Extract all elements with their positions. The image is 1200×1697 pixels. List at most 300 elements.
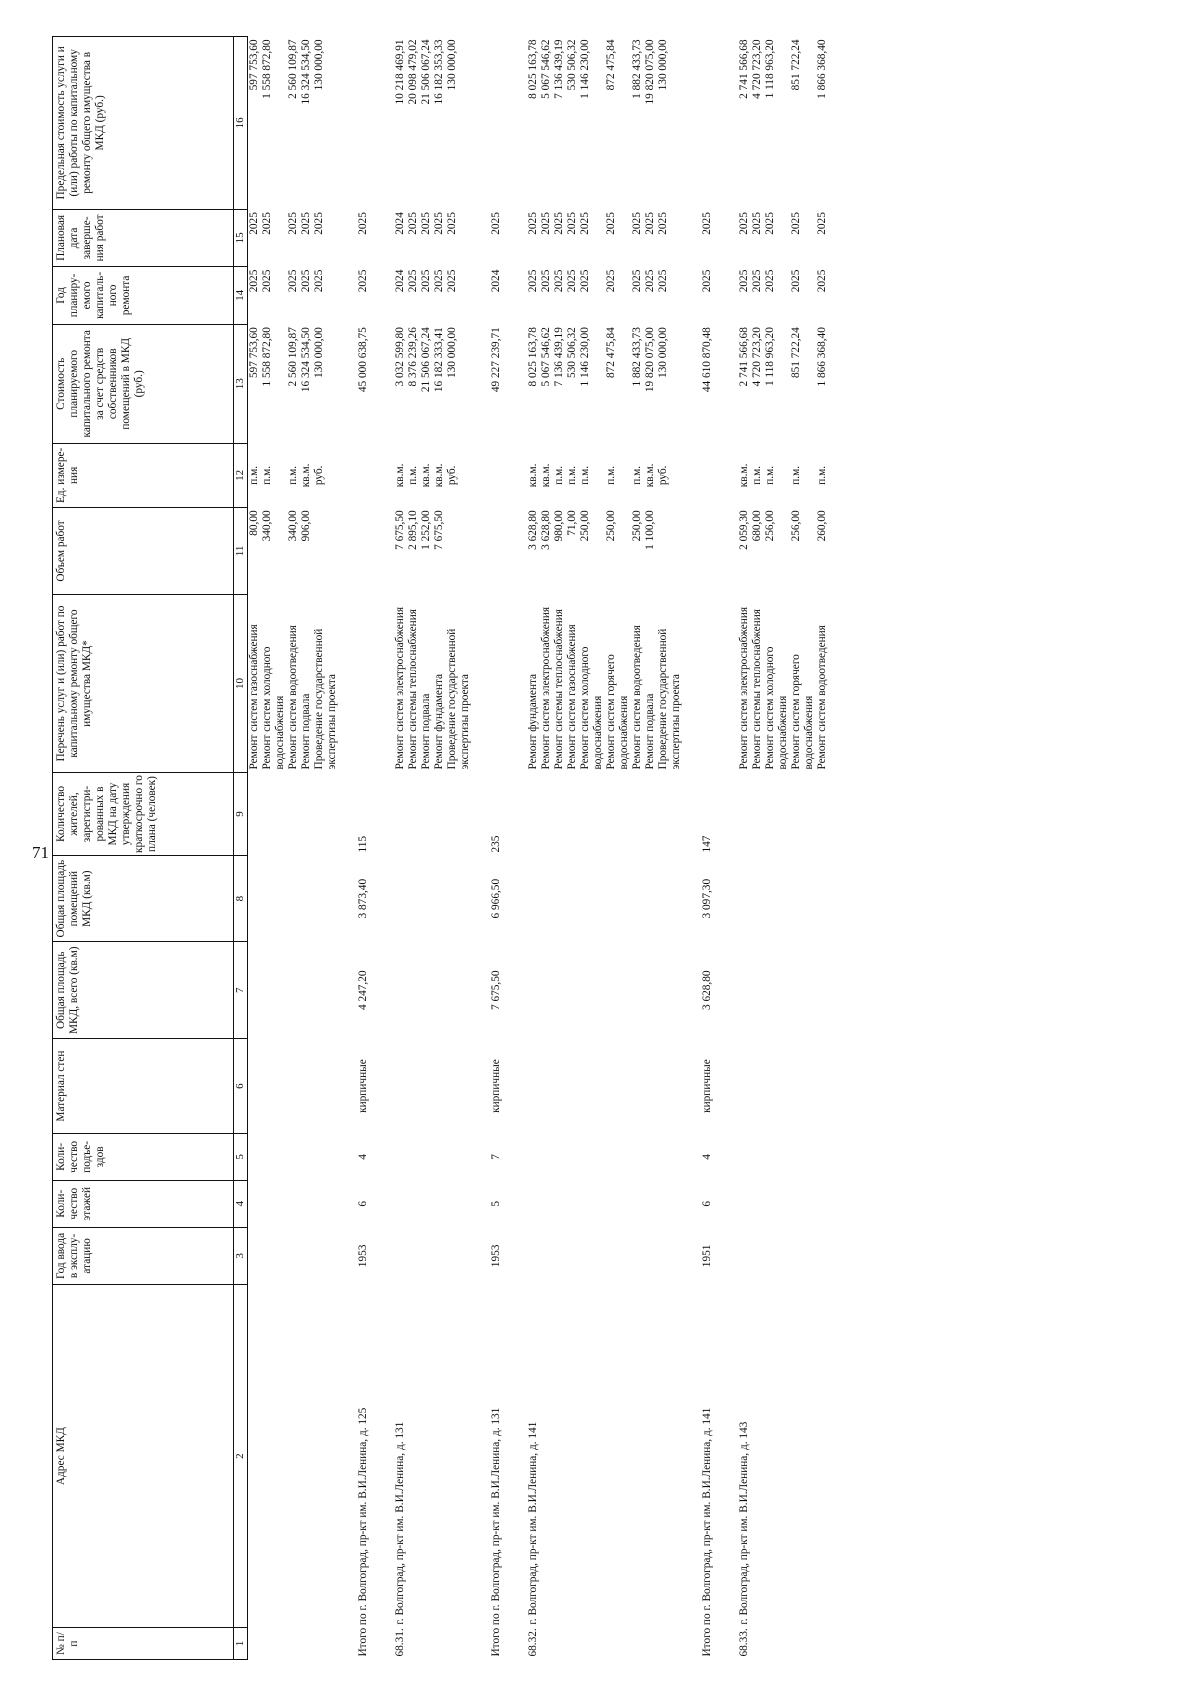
work-limit: 2 741 566,68	[738, 39, 750, 99]
empty-cell	[248, 856, 262, 942]
work-end: 2025	[764, 212, 776, 235]
work-end: 2025	[631, 212, 643, 235]
work-name: Ремонт систем электроснабжения	[540, 606, 552, 770]
empty-cell	[420, 856, 433, 942]
header-row	[53, 37, 234, 1660]
work-unit: руб.	[313, 465, 325, 486]
work-end: 2024	[394, 212, 406, 235]
empty-cell	[287, 1285, 300, 1628]
work-row	[579, 37, 605, 1660]
empty-cell	[540, 856, 553, 942]
empty-cell	[764, 772, 790, 855]
work-limit: 1 866 368,40	[816, 39, 828, 99]
work-year: 2024	[394, 269, 406, 293]
work-cost: 1 558 872,80	[261, 327, 273, 387]
work-cost: 130 000,00	[313, 327, 325, 378]
work-unit: кв.м.	[394, 463, 406, 488]
empty-cell	[521, 1133, 540, 1180]
work-limit: 19 820 075,00	[644, 39, 656, 105]
work-name: Ремонт системы теплоснабжения	[407, 609, 419, 770]
empty-cell	[261, 856, 287, 942]
work-unit: руб.	[657, 465, 669, 486]
total-entrances: 7	[490, 1154, 502, 1160]
work-limit: 597 753,60	[248, 39, 260, 91]
work-end: 2025	[605, 212, 617, 235]
empty-cell	[433, 856, 446, 942]
work-end: 2025	[553, 212, 565, 235]
total-area: 7 675,50	[490, 970, 502, 1011]
column-header: Общая площадь помещений МКД (кв.м)	[53, 856, 234, 942]
work-unit: кв.м.	[738, 463, 750, 488]
column-number: 5	[234, 1133, 248, 1180]
empty-cell	[521, 1180, 540, 1227]
work-unit: п.м.	[751, 465, 763, 485]
empty-cell	[657, 772, 683, 855]
empty-cell	[644, 856, 657, 942]
empty-cell	[644, 1039, 657, 1134]
empty-cell	[566, 1285, 579, 1628]
work-end: 2025	[287, 212, 299, 235]
empty-cell	[764, 942, 790, 1039]
work-cost: 1 118 963,20	[764, 327, 776, 387]
empty-cell	[553, 1285, 566, 1628]
empty-cell	[420, 1180, 433, 1227]
empty-cell	[313, 942, 339, 1039]
empty-cell	[631, 1628, 644, 1660]
work-limit: 10 218 469,91	[394, 39, 406, 105]
column-number: 8	[234, 856, 248, 942]
empty-cell	[287, 1133, 300, 1180]
empty-cell	[644, 1180, 657, 1227]
empty-cell	[433, 1180, 446, 1227]
work-unit: п.м.	[631, 465, 643, 485]
empty-cell	[300, 856, 313, 942]
empty-cell	[248, 1285, 262, 1628]
empty-cell	[287, 856, 300, 942]
work-year: 2025	[566, 269, 578, 293]
empty-cell	[790, 856, 816, 942]
column-header: Количество жителей, зарегистри-рованных в МКД на дату утверждения краткосрочно го плана (человек)	[53, 772, 234, 855]
empty-cell	[816, 1133, 829, 1180]
work-name: Ремонт систем водоотведения	[631, 625, 643, 770]
empty-cell	[339, 443, 388, 507]
work-unit: п.м.	[553, 465, 565, 485]
work-row	[261, 37, 287, 1660]
column-number: 11	[234, 507, 248, 594]
total-area: 4 247,20	[357, 970, 369, 1011]
empty-cell	[605, 1628, 631, 1660]
work-year: 2025	[261, 269, 273, 293]
work-cost: 5 067 546,62	[540, 327, 552, 387]
total-area: 3 628,80	[701, 970, 713, 1011]
total-area-rooms: 3 873,40	[357, 878, 369, 919]
empty-cell	[644, 1285, 657, 1628]
column-header: Год планиру-емого капиталь-ного ремонта	[53, 267, 234, 325]
work-year: 2025	[407, 269, 419, 293]
empty-cell	[261, 1227, 287, 1285]
empty-cell	[433, 942, 446, 1039]
work-volume: 256,00	[764, 510, 776, 542]
empty-cell	[248, 772, 262, 855]
empty-cell	[566, 1628, 579, 1660]
work-row	[790, 37, 816, 1660]
work-row	[287, 37, 300, 1660]
column-header: Перечень услуг и (или) работ по капитальному ремонту общего имущества МКД*	[53, 595, 234, 773]
column-header: № п/п	[53, 1628, 234, 1660]
work-year: 2025	[738, 269, 750, 293]
work-limit: 530 506,32	[566, 39, 578, 91]
empty-cell	[420, 1133, 433, 1180]
empty-cell	[521, 942, 540, 1039]
empty-cell	[521, 856, 540, 942]
work-name: Ремонт подвала	[300, 693, 312, 770]
work-limit: 130 000,00	[446, 39, 458, 91]
work-row	[407, 37, 420, 1660]
work-volume: 1 100,00	[644, 510, 656, 550]
column-header: Материал стен	[53, 1039, 234, 1134]
work-limit: 16 324 534,50	[300, 39, 312, 105]
empty-cell	[553, 772, 566, 855]
work-unit: кв.м.	[540, 463, 552, 488]
empty-cell	[657, 1180, 683, 1227]
total-floors: 5	[490, 1200, 502, 1207]
total-residents: 235	[490, 835, 502, 853]
total-end: 2025	[357, 212, 369, 235]
empty-cell	[657, 942, 683, 1039]
empty-cell	[261, 942, 287, 1039]
empty-cell	[631, 1039, 644, 1134]
empty-cell	[313, 1227, 339, 1285]
empty-cell	[300, 1039, 313, 1134]
total-year-built: 1953	[357, 1244, 369, 1268]
work-end: 2025	[790, 212, 802, 235]
empty-cell	[816, 1285, 829, 1628]
work-cost: 2 741 566,68	[738, 327, 750, 387]
empty-cell	[388, 1039, 407, 1134]
work-volume: 260,00	[816, 510, 828, 542]
empty-cell	[313, 1039, 339, 1134]
work-name: Ремонт систем электроснабжения	[738, 606, 750, 770]
total-area-rooms: 3 097,30	[701, 878, 713, 919]
work-unit: п.м.	[790, 465, 802, 485]
empty-cell	[751, 1227, 764, 1285]
work-cost: 19 820 075,00	[644, 327, 656, 393]
work-volume: 3 628,80	[527, 510, 539, 550]
work-row	[388, 37, 407, 1660]
work-cost: 851 722,24	[790, 327, 802, 378]
work-volume: 256,00	[790, 510, 802, 542]
work-volume: 680,00	[751, 510, 763, 542]
column-number: 16	[234, 37, 248, 210]
empty-cell	[732, 1133, 751, 1180]
empty-cell	[388, 942, 407, 1039]
empty-cell	[540, 772, 553, 855]
empty-cell	[764, 1039, 790, 1134]
work-name: Ремонт подвала	[644, 693, 656, 770]
work-volume: 980,00	[553, 510, 565, 542]
empty-cell	[433, 1628, 446, 1660]
total-label: Итого по г. Волгоград, пр-кт им. В.И.Ленина, д. 141	[701, 1407, 713, 1657]
work-volume: 7 675,50	[394, 510, 406, 550]
work-row	[433, 37, 446, 1660]
empty-cell	[579, 1628, 605, 1660]
empty-cell	[732, 772, 751, 855]
empty-cell	[300, 1227, 313, 1285]
work-row	[553, 37, 566, 1660]
empty-cell	[446, 772, 472, 855]
empty-cell	[605, 1039, 631, 1134]
empty-cell	[420, 1227, 433, 1285]
column-number: 3	[234, 1227, 248, 1285]
empty-cell	[540, 1227, 553, 1285]
empty-cell	[339, 595, 388, 773]
work-unit: руб.	[446, 465, 458, 486]
empty-cell	[683, 443, 732, 507]
work-unit: п.м.	[287, 465, 299, 485]
work-year: 2025	[790, 269, 802, 293]
empty-cell	[790, 1039, 816, 1134]
work-unit: п.м.	[764, 465, 776, 485]
work-volume: 3 628,80	[540, 510, 552, 550]
empty-cell	[631, 1227, 644, 1285]
work-limit: 2 560 109,87	[287, 39, 299, 99]
empty-cell	[261, 772, 287, 855]
work-limit: 1 118 963,20	[764, 39, 776, 99]
empty-cell	[553, 1227, 566, 1285]
work-unit: п.м.	[261, 465, 273, 485]
empty-cell	[605, 1180, 631, 1227]
empty-cell	[300, 1180, 313, 1227]
empty-cell	[540, 1133, 553, 1180]
work-unit: п.м.	[407, 465, 419, 485]
empty-cell	[732, 1039, 751, 1134]
empty-cell	[732, 1227, 751, 1285]
empty-cell	[261, 1180, 287, 1227]
work-volume: 250,00	[605, 510, 617, 542]
work-year: 2025	[816, 269, 828, 293]
work-end: 2025	[566, 212, 578, 235]
work-row	[566, 37, 579, 1660]
work-row	[631, 37, 644, 1660]
work-name: Ремонт системы теплоснабжения	[553, 609, 565, 770]
work-name: Ремонт систем холодного водоснабжения	[764, 646, 789, 770]
empty-cell	[313, 1285, 339, 1628]
work-unit: п.м.	[566, 465, 578, 485]
empty-cell	[732, 1180, 751, 1227]
work-limit: 1 882 433,73	[631, 39, 643, 99]
empty-cell	[644, 772, 657, 855]
work-end: 2025	[540, 212, 552, 235]
row-number: 68.32.	[527, 1628, 539, 1657]
work-limit: 8 025 163,78	[527, 39, 539, 99]
empty-cell	[300, 772, 313, 855]
empty-cell	[446, 856, 472, 942]
work-end: 2025	[420, 212, 432, 235]
total-material: кирпичные	[701, 1059, 713, 1113]
empty-cell	[313, 856, 339, 942]
work-row	[313, 37, 339, 1660]
work-year: 2025	[420, 269, 432, 293]
empty-cell	[751, 1133, 764, 1180]
table-body	[248, 37, 830, 1660]
empty-cell	[566, 1180, 579, 1227]
work-volume: 250,00	[631, 510, 643, 542]
work-cost: 8 376 239,26	[407, 327, 419, 387]
work-unit: кв.м.	[433, 463, 445, 488]
empty-cell	[540, 1285, 553, 1628]
work-end: 2025	[738, 212, 750, 235]
work-volume: 80,00	[248, 510, 260, 536]
work-name: Проведение государственной экспертизы проекта	[446, 628, 471, 770]
empty-cell	[605, 1285, 631, 1628]
work-row	[540, 37, 553, 1660]
empty-cell	[339, 507, 388, 594]
work-year: 2025	[300, 269, 312, 293]
empty-cell	[553, 1628, 566, 1660]
work-limit: 130 000,00	[313, 39, 325, 91]
work-row	[657, 37, 683, 1660]
empty-cell	[540, 1180, 553, 1227]
empty-cell	[657, 856, 683, 942]
empty-cell	[816, 1227, 829, 1285]
empty-cell	[248, 942, 262, 1039]
total-year: 2025	[701, 269, 713, 293]
total-cost: 49 227 239,71	[490, 327, 502, 393]
work-volume	[313, 507, 339, 594]
total-label: Итого по г. Волгоград, пр-кт им. В.И.Ленина, д. 131	[490, 1407, 502, 1657]
empty-cell	[751, 1628, 764, 1660]
empty-cell	[683, 595, 732, 773]
work-row	[751, 37, 764, 1660]
work-name: Проведение государственной экспертизы проекта	[313, 628, 338, 770]
work-cost: 872 475,84	[605, 327, 617, 378]
empty-cell	[300, 942, 313, 1039]
work-year: 2025	[527, 269, 539, 293]
empty-cell	[446, 1285, 472, 1628]
empty-cell	[790, 1628, 816, 1660]
empty-cell	[751, 1285, 764, 1628]
empty-cell	[287, 1180, 300, 1227]
work-year: 2025	[764, 269, 776, 293]
work-year: 2025	[540, 269, 552, 293]
work-end: 2025	[433, 212, 445, 235]
empty-cell	[566, 1227, 579, 1285]
work-end: 2025	[644, 212, 656, 235]
empty-cell	[790, 942, 816, 1039]
work-name: Ремонт систем газоснабжения	[566, 624, 578, 770]
work-end: 2025	[527, 212, 539, 235]
empty-cell	[816, 1628, 829, 1660]
work-volume	[657, 507, 683, 594]
work-cost: 21 506 067,24	[420, 327, 432, 393]
work-unit: п.м.	[248, 465, 260, 485]
empty-cell	[472, 507, 521, 594]
empty-cell	[287, 1039, 300, 1134]
empty-cell	[764, 1180, 790, 1227]
work-row	[732, 37, 751, 1660]
empty-cell	[388, 772, 407, 855]
work-unit: п.м.	[579, 465, 591, 485]
empty-cell	[751, 772, 764, 855]
empty-cell	[657, 1227, 683, 1285]
column-header: Стоимость планируемого капитального ремонта за счет средств собственников помещений в МКД (руб.)	[53, 324, 234, 443]
work-name: Ремонт систем электроснабжения	[394, 606, 406, 770]
work-name: Ремонт систем водоотведения	[287, 625, 299, 770]
empty-cell	[472, 37, 521, 210]
empty-cell	[313, 1133, 339, 1180]
total-year: 2024	[490, 269, 502, 293]
empty-cell	[388, 1133, 407, 1180]
empty-cell	[631, 772, 644, 855]
empty-cell	[553, 856, 566, 942]
empty-cell	[683, 507, 732, 594]
work-cost: 3 032 599,80	[394, 327, 406, 387]
work-year: 2025	[248, 269, 260, 293]
empty-cell	[433, 772, 446, 855]
house-address: г. Волгоград, пр-кт им. В.И.Ленина, д. 141	[527, 1421, 539, 1625]
work-limit: 872 475,84	[605, 39, 617, 91]
column-header: Ед. измере-ния	[53, 443, 234, 507]
empty-cell	[605, 856, 631, 942]
empty-cell	[521, 772, 540, 855]
work-end: 2025	[446, 212, 458, 235]
total-year-built: 1951	[701, 1244, 713, 1268]
empty-cell	[472, 595, 521, 773]
empty-cell	[790, 1285, 816, 1628]
empty-cell	[248, 1133, 262, 1180]
work-row	[764, 37, 790, 1660]
work-row	[446, 37, 472, 1660]
repair-plan-table	[52, 36, 829, 1660]
column-header: Коли-чество этажей	[53, 1180, 234, 1227]
work-volume: 906,00	[300, 510, 312, 542]
work-cost: 1 882 433,73	[631, 327, 643, 387]
empty-cell	[287, 942, 300, 1039]
empty-cell	[683, 37, 732, 210]
empty-cell	[764, 1227, 790, 1285]
empty-cell	[579, 1180, 605, 1227]
empty-cell	[790, 772, 816, 855]
empty-cell	[553, 942, 566, 1039]
empty-cell	[553, 1133, 566, 1180]
empty-cell	[407, 856, 420, 942]
total-floors: 6	[701, 1200, 713, 1207]
empty-cell	[248, 1180, 262, 1227]
work-unit: кв.м.	[420, 463, 432, 488]
rotated-sheet	[52, 36, 1148, 1660]
work-cost: 130 000,00	[657, 327, 669, 378]
work-unit: п.м.	[605, 465, 617, 485]
empty-cell	[261, 1628, 287, 1660]
empty-cell	[732, 942, 751, 1039]
empty-cell	[446, 1039, 472, 1134]
column-header: Год ввода в эксплу-атацию	[53, 1227, 234, 1285]
work-volume: 71,00	[566, 510, 578, 536]
empty-cell	[566, 1133, 579, 1180]
work-name: Ремонт систем холодного водоснабжения	[261, 646, 286, 770]
empty-cell	[764, 1285, 790, 1628]
empty-cell	[605, 772, 631, 855]
work-unit: кв.м.	[527, 463, 539, 488]
empty-cell	[553, 1039, 566, 1134]
empty-cell	[631, 942, 644, 1039]
work-end: 2025	[300, 212, 312, 235]
empty-cell	[579, 856, 605, 942]
work-cost: 7 136 439,19	[553, 327, 565, 387]
empty-cell	[816, 856, 829, 942]
work-end: 2025	[579, 212, 591, 235]
page-number: 71	[32, 843, 49, 862]
